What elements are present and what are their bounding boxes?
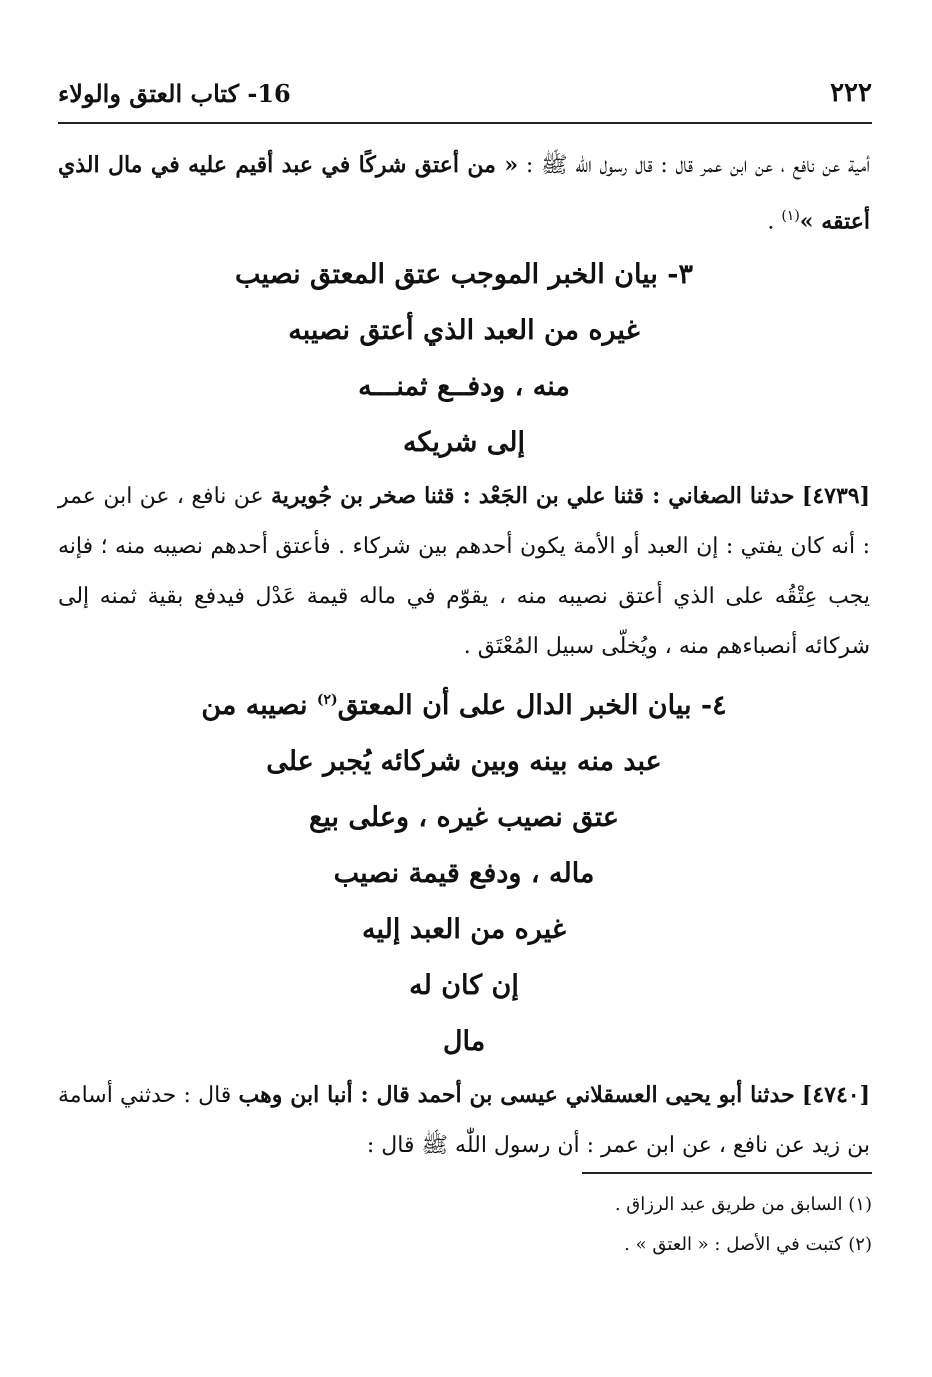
title4-line-1-a: ٤- بيان الخبر الدال على أن المعتق — [337, 690, 727, 722]
intro-end: . — [767, 209, 775, 235]
footnote-ref-2: (٢) — [316, 692, 338, 709]
page-number: ٢٢٢ — [830, 78, 872, 108]
hadith-text: عن نافع ، عن ابن عمر : أنه كان يفتي : إن العبد أو الأمة يكون أحدهم بين شركاء . فأعتق أحدهم نصيبه منه ؛ فإنه يجب عِتْقُه على الذي أعتق نصيبه منه ، يقوّم في ماله قيمة عَدْل فيدفع بقية ثمنه إلى شركائه أنصباءهم منه ، ويُخلّى سبيل المُعْتَق . — [58, 484, 870, 660]
footnote-divider — [582, 1172, 872, 1174]
page-header — [58, 70, 872, 116]
page-body — [58, 140, 870, 1171]
section-title-4 — [58, 672, 870, 1070]
intro-quote: « من أعتق شركًا في عبد أقيم عليه في مال الذي أعتقه » — [58, 152, 870, 235]
footnote-2: (٢) كتبت في الأصل : « العتق » . — [624, 1234, 872, 1255]
hadith-4740 — [58, 1070, 870, 1171]
title4-line-4: ماله ، ودفع قيمة نصيب — [333, 858, 595, 890]
hadith-4739 — [58, 471, 870, 672]
title4-line-1 — [58, 672, 870, 734]
title4-line-1-b: نصيبه من — [201, 690, 317, 722]
title4-line-7: مال — [442, 1026, 486, 1058]
hadith-number: [٤٧٤٠] — [801, 1082, 871, 1109]
title4-line-3: عتق نصيب غيره ، وعلى بيع — [308, 802, 619, 834]
footnote-ref-1: (١) — [781, 208, 800, 224]
chapter-title: 16- كتاب العتق والولاء — [58, 78, 291, 108]
footnotes — [58, 1185, 872, 1265]
intro-text: أمية عن نافع ، عن ابن عمر قال : قال رسول اللّٰه ﷺ : — [525, 153, 870, 178]
title4-line-2: عبد منه بينه وبين شركائه يُجبر على — [266, 746, 662, 778]
hadith-chain: حدثنا أبو يحيى العسقلاني عيسى بن أحمد قال : أنبا ابن وهب — [238, 1082, 795, 1109]
hadith-number: [٤٧٣٩] — [801, 483, 870, 510]
title3-line-3: منه ، ودفــع ثمنـــه — [358, 371, 570, 403]
title3-line-2: غيره من العبد الذي أعتق نصيبه — [288, 315, 640, 347]
title3-line-4: إلى شريكه — [402, 427, 526, 459]
intro-paragraph — [58, 140, 870, 247]
hadith-chain: حدثنا الصغاني : قثنا علي بن الجَعْد : قثنا صخر بن جُويرية — [270, 483, 795, 510]
section-title-3 — [58, 247, 870, 471]
header-divider — [58, 122, 872, 124]
title4-line-6: إن كان له — [409, 970, 519, 1002]
footnote-1: (١) السابق من طريق عبد الرزاق . — [614, 1194, 872, 1215]
title3-line-1: ٣- بيان الخبر الموجب عتق المعتق نصيب — [235, 259, 693, 291]
hadith-text: قال : حدثني أسامة بن زيد عن نافع ، عن ابن عمر : أن رسول اللّٰه ﷺ قال : — [58, 1083, 870, 1159]
title4-line-5: غيره من العبد إليه — [362, 914, 566, 946]
